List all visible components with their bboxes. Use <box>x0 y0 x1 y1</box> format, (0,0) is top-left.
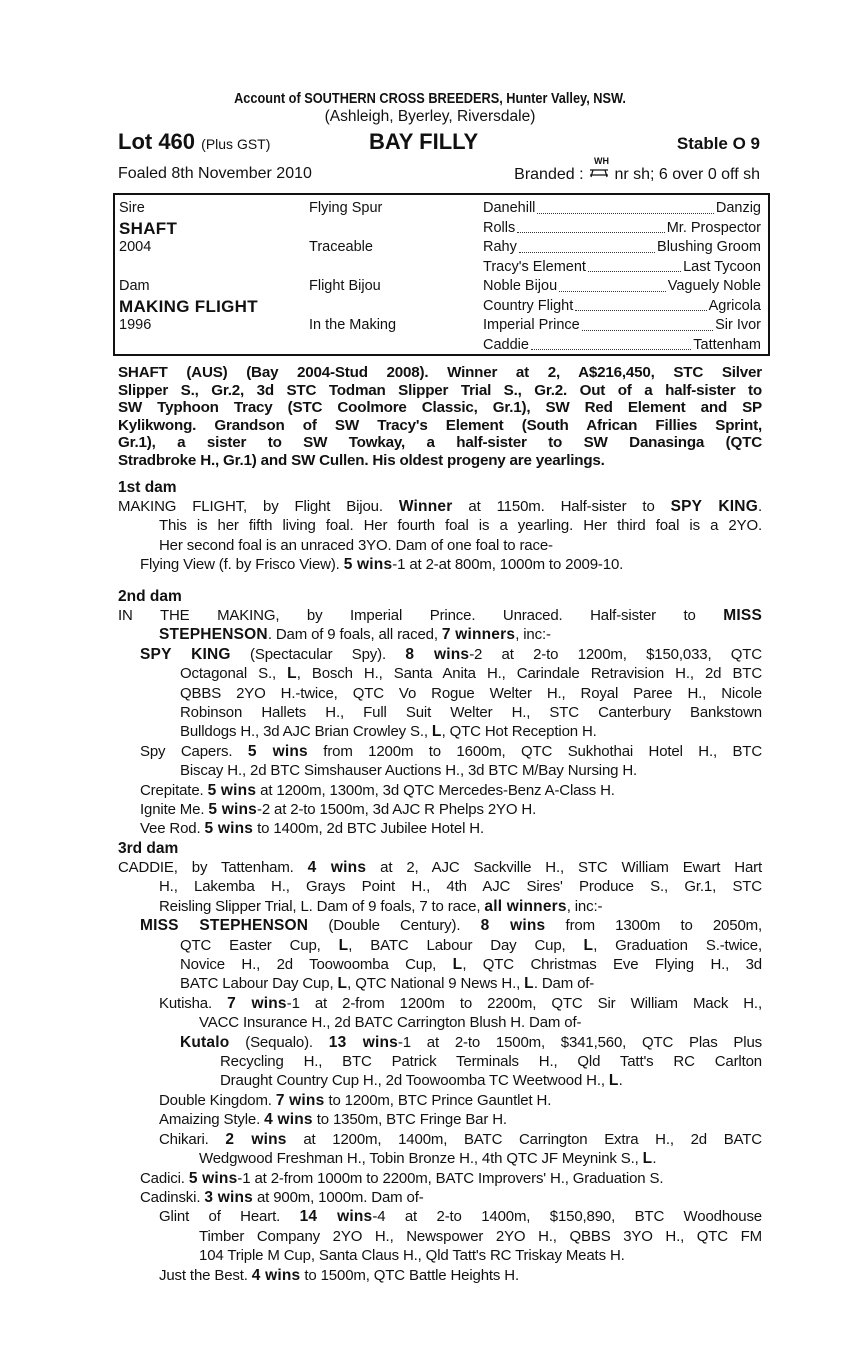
ancestor-sire: Blushing Groom <box>657 239 761 255</box>
text-run: , inc:- <box>515 626 551 644</box>
text-run: VACC Insurance H., 2d BATC Carrington Blush H. Dam of- <box>199 1014 582 1032</box>
text-run: 104 Triple M Cup, Santa Claus H., Qld Tatt's RC Triskay Meats H. <box>199 1247 625 1265</box>
text-run: -2 at 2-to 1500m, 3d AJC R Phelps 2YO H. <box>256 801 537 819</box>
entry-line <box>118 761 762 780</box>
dotted-leader <box>517 219 664 234</box>
entry-line <box>118 819 762 838</box>
text-run: QTC Easter Cup, <box>180 936 339 954</box>
text-run: to 1350m, BTC Fringe Bar H. <box>312 1111 507 1129</box>
text-run: QBBS 2YO H.-twice, QTC Vo Rogue Welter H., Royal Paree H., Nicole <box>180 684 762 702</box>
produce-entry <box>118 1110 762 1129</box>
pedigree-col1: 1996 <box>119 317 152 333</box>
dotted-leader <box>588 258 681 273</box>
entry-line <box>118 625 762 644</box>
text-run: Cadinski. <box>140 1188 205 1206</box>
text-run: Vee Rod. <box>140 820 205 838</box>
entry-line <box>118 1071 762 1090</box>
text-run: -1 at 2-at 800m, 1000m to 2009-10. <box>392 556 624 574</box>
text-run: Cadici. <box>140 1169 189 1187</box>
pedigree-col1: MAKING FLIGHT <box>119 296 258 316</box>
bold-text: 5 wins <box>343 556 393 574</box>
pedigree-col2: Flight Bijou <box>309 278 381 294</box>
entry-line <box>118 1188 762 1207</box>
pedigree-col3 <box>483 297 761 317</box>
text-run: Spy Capers. <box>140 742 248 760</box>
text-run: . <box>618 1072 623 1090</box>
pedigree-col2: Traceable <box>309 239 373 255</box>
bold-text: SPY KING <box>670 498 758 515</box>
pedigree-table <box>113 193 770 356</box>
produce-entry <box>118 819 762 838</box>
bold-text: STEPHENSON <box>159 626 268 644</box>
pedigree-col2: In the Making <box>309 317 397 333</box>
text-run: to 1400m, 2d BTC Jubilee Hotel H. <box>253 820 484 838</box>
text-run: from 1300m to 2050m, <box>545 917 763 935</box>
dam-section <box>118 840 762 1285</box>
pedigree-row <box>119 297 763 317</box>
bold-text: L <box>642 1150 653 1168</box>
text-run: Reisling Slipper Trial, L. Dam of 9 foals, 7 to race, <box>159 897 485 915</box>
ancestor-name: Imperial Prince <box>483 317 580 333</box>
entry-line <box>118 974 762 993</box>
pedigree-col3 <box>483 316 761 336</box>
text-run: Her second foal is an unraced 3YO. Dam of one foal to race- <box>159 536 553 554</box>
produce-entry <box>118 1130 762 1169</box>
text-run: This is her fifth living foal. Her fourth foal is a yearling. Her third foal is a 2YO. <box>159 517 762 535</box>
entry-line <box>118 1130 762 1149</box>
vendor-account: Account of SOUTHERN CROSS BREEDERS, Hunter Valley, NSW. <box>234 91 626 107</box>
ancestor-name: Rahy <box>483 239 517 255</box>
text-run: MAKING FLIGHT, by Flight Bijou. <box>118 498 399 515</box>
dotted-leader <box>559 277 666 292</box>
pedigree-col1: SHAFT <box>119 218 178 238</box>
bold-text: 7 wins <box>227 994 287 1012</box>
produce-entry <box>118 1207 762 1265</box>
pedigree-col3 <box>483 238 761 258</box>
entry-line <box>118 897 762 916</box>
bold-text: L <box>338 936 349 954</box>
produce-entry <box>118 1091 762 1110</box>
ancestor-sire: Agricola <box>708 297 761 314</box>
ancestor-sire: Tattenham <box>693 336 761 353</box>
text-run: Novice H., 2d Toowoomba Cup, <box>180 956 453 974</box>
bold-text: 5 wins <box>207 781 257 799</box>
text-run: at 900m, 1000m. Dam of- <box>252 1188 424 1206</box>
bold-text: 13 wins <box>328 1033 398 1051</box>
text-run: . <box>652 1150 657 1168</box>
entry-line <box>118 1169 762 1188</box>
pedigree-col1: Dam <box>119 278 150 294</box>
produce-entry <box>118 1033 762 1091</box>
bold-text: Kutalo <box>180 1033 230 1051</box>
text-run: Crepitate. <box>140 781 208 799</box>
produce-entry <box>118 645 762 742</box>
bold-text: L <box>452 956 463 974</box>
text-run: -1 at 2-to 1500m, $341,560, QTC Plas Plus <box>397 1033 762 1051</box>
entry-line <box>118 1091 762 1110</box>
branded-label: Branded : <box>514 166 584 183</box>
bold-text: SPY KING <box>140 645 231 663</box>
produce-entry <box>118 858 762 916</box>
bold-text: 5 wins <box>204 820 254 838</box>
bold-text: 5 wins <box>247 742 308 760</box>
bold-text: 4 wins <box>264 1111 313 1129</box>
text-run: (Spectacular Spy). <box>230 645 406 663</box>
text-run: BATC Labour Day Cup, <box>180 975 338 993</box>
entry-line <box>118 664 762 683</box>
text-run: at 1200m, 1300m, 3d QTC Mercedes-Benz A-Class H. <box>256 781 615 799</box>
text-run: CADDIE, by Tattenham. <box>118 859 308 876</box>
entry-line <box>118 742 762 761</box>
entry-line <box>118 1227 762 1246</box>
bold-text: Winner <box>398 498 453 515</box>
ancestor-sire: Sir Ivor <box>715 317 761 333</box>
dotted-leader <box>582 316 713 331</box>
text-run: -1 at 2-from 1200m to 2200m, QTC Sir William Mack H., <box>286 994 762 1012</box>
entry-line <box>118 1266 762 1285</box>
brand-info <box>514 156 760 184</box>
produce-entry <box>118 606 762 645</box>
text-run: . Dam of 9 foals, all raced, <box>267 626 442 644</box>
ancestor-name: Country Flight <box>483 297 574 314</box>
pedigree-col3 <box>483 258 761 278</box>
produce-entry <box>118 800 762 819</box>
entry-line <box>118 684 762 703</box>
entry-line <box>118 536 762 555</box>
produce-entry <box>118 742 762 781</box>
section-heading: 3rd dam <box>118 840 179 857</box>
bold-text: 4 wins <box>251 1266 301 1284</box>
text-run: . <box>757 498 762 515</box>
entry-line <box>118 516 762 535</box>
entry-line <box>118 1246 762 1265</box>
text-run: . Dam of- <box>533 975 595 993</box>
entry-line <box>118 645 762 664</box>
text-run: Chikari. <box>159 1130 226 1148</box>
ancestor-sire: Danzig <box>715 200 761 216</box>
bold-text: L <box>337 975 348 993</box>
bold-text: 2 wins <box>225 1130 287 1148</box>
bold-text: 5 wins <box>188 1169 238 1187</box>
pedigree-col3 <box>483 219 761 239</box>
stable-number: Stable O 9 <box>676 134 760 153</box>
sire-summary-line: Kylikwong. Grandson of SW Tracy's Element (South African Fillies Sprint, <box>118 416 762 434</box>
entry-line <box>118 703 762 722</box>
pedigree-row <box>119 277 763 297</box>
text-run: Wedgwood Freshman H., Tobin Bronze H., 4th QTC JF Meynink S., <box>199 1150 643 1168</box>
produce-entry <box>118 781 762 800</box>
lot-label: Lot 460 <box>118 129 196 154</box>
produce-entry <box>118 916 762 994</box>
pedigree-col3 <box>483 336 761 356</box>
bold-text: 5 wins <box>208 801 257 819</box>
text-run: , BATC Labour Day Cup, <box>348 936 584 954</box>
ancestor-name: Rolls <box>483 219 516 236</box>
text-run: Ignite Me. <box>140 801 209 819</box>
text-run: -1 at 2-from 1000m to 2200m, BATC Improvers' H., Graduation S. <box>237 1169 664 1187</box>
text-run: from 1200m to 1600m, QTC Sukhothai Hotel H., BTC <box>307 742 763 760</box>
text-run: H., Lakemba H., Grays Point H., 4th AJC Sires' Produce S., Gr.1, STC <box>159 878 762 896</box>
produce-entry <box>118 497 762 555</box>
produce-entry <box>118 1169 762 1188</box>
pedigree-col2: Flying Spur <box>309 200 383 216</box>
produce-entry <box>118 994 762 1033</box>
text-run: , Bosch H., Santa Anita H., Carindale Retravision H., 2d BTC <box>296 665 762 683</box>
pedigree-row <box>119 258 763 278</box>
text-run: IN THE MAKING, by Imperial Prince. Unraced. Half-sister to <box>118 607 724 624</box>
text-run: Biscay H., 2d BTC Simshauser Auctions H., 3d BTC M/Bay Nursing H. <box>180 762 638 780</box>
text-run: -4 at 2-to 1400m, $150,890, BTC Woodhouse <box>372 1208 762 1226</box>
text-run: Glint of Heart. <box>159 1208 300 1226</box>
sire-summary-line: SHAFT (AUS) (Bay 2004-Stud 2008). Winner at 2, A$216,450, STC Silver <box>118 364 762 381</box>
text-run: to 1200m, BTC Prince Gauntlet H. <box>324 1091 552 1109</box>
text-run: Recycling H., BTC Patrick Terminals H., Qld Tatt's RC Carlton <box>220 1053 762 1071</box>
bold-text: 7 wins <box>275 1091 325 1109</box>
ancestor-sire: Mr. Prospector <box>666 219 761 236</box>
bold-text: 4 wins <box>307 859 367 876</box>
dotted-leader <box>537 199 713 214</box>
entry-line <box>118 936 762 955</box>
text-run: , inc:- <box>566 897 603 915</box>
sire-summary-line: SW Typhoon Tracy (STC Coolmore Classic, Gr.1), SW Red Element and SP <box>118 399 762 417</box>
lot-number <box>118 129 270 155</box>
entry-line <box>118 1207 762 1226</box>
text-run: , QTC Hot Reception H. <box>441 723 597 741</box>
text-run: to 1500m, QTC Battle Heights H. <box>300 1266 520 1284</box>
entry-line <box>118 1110 762 1129</box>
text-run: Octagonal S., <box>180 665 288 683</box>
bold-text: L <box>524 975 534 993</box>
ancestor-sire: Vaguely Noble <box>667 278 761 294</box>
bold-text: L <box>431 723 442 741</box>
bold-text: L <box>608 1072 619 1090</box>
bold-text: 8 wins <box>480 917 546 935</box>
ancestor-sire: Last Tycoon <box>683 258 761 275</box>
pedigree-col1: Sire <box>119 200 145 216</box>
produce-entry <box>118 1188 762 1207</box>
dotted-leader <box>575 297 706 312</box>
text-run: Amaizing Style. <box>159 1111 265 1129</box>
text-run: -2 at 2-to 1200m, $150,033, QTC <box>469 645 762 663</box>
ancestor-name: Tracy's Element <box>483 258 586 275</box>
sire-summary <box>118 364 762 470</box>
bold-text: L <box>287 665 297 683</box>
bold-text: 14 wins <box>299 1208 373 1226</box>
text-run: Flying View (f. by Frisco View). <box>140 556 344 574</box>
pedigree-col3 <box>483 199 761 219</box>
text-run: Just the Best. <box>159 1266 252 1284</box>
text-run: Bulldogs H., 3d AJC Brian Crowley S., <box>180 723 432 741</box>
text-run: (Sequalo). <box>229 1033 329 1051</box>
entry-line <box>118 858 762 877</box>
section-heading: 1st dam <box>118 479 177 496</box>
entry-line <box>118 722 762 741</box>
foaled-date: Foaled 8th November 2010 <box>118 165 312 182</box>
gst-note: (Plus GST) <box>201 136 271 152</box>
entry-line <box>118 606 762 625</box>
pedigree-col3 <box>483 277 761 297</box>
dotted-leader <box>519 238 655 253</box>
entry-line <box>118 877 762 896</box>
produce-entry <box>118 1266 762 1285</box>
pedigree-col1: 2004 <box>119 239 152 255</box>
bold-text: all winners <box>484 897 567 915</box>
bold-text: L <box>583 936 594 954</box>
vendor-studs: (Ashleigh, Byerley, Riversdale) <box>324 108 536 125</box>
entry-line <box>118 1149 762 1168</box>
sire-summary-line: Stradbroke H., Gr.1) and SW Cullen. His oldest progeny are yearlings. <box>118 451 605 469</box>
sire-summary-line: Slipper S., Gr.2, 3d STC Todman Slipper Trial S., Gr.2. Out of a half-sister to <box>118 381 762 399</box>
colour-sex: BAY FILLY <box>369 129 479 154</box>
entry-line <box>118 497 762 516</box>
pedigree-row <box>119 238 763 258</box>
text-run: , Graduation S.-twice, <box>593 936 762 954</box>
text-run: at 1150m. Half-sister to <box>452 498 671 515</box>
brand-mark-text: WH <box>593 156 609 166</box>
bold-text: 7 winners <box>441 626 516 644</box>
entry-line <box>118 955 762 974</box>
entry-line <box>118 800 762 819</box>
bold-text: 8 wins <box>405 645 470 663</box>
branded-text: nr sh; 6 over 0 off sh <box>614 166 760 183</box>
dotted-leader <box>531 336 691 351</box>
pedigree-row <box>119 199 763 219</box>
text-run: Timber Company 2YO H., Newspower 2YO H., QBBS 3YO H., QTC FM <box>199 1227 762 1245</box>
dam-section <box>118 479 762 575</box>
text-run: at 1200m, 1400m, BATC Carrington Extra H., 2d BATC <box>286 1130 762 1148</box>
entry-line <box>118 916 762 935</box>
ancestor-name: Noble Bijou <box>483 278 558 294</box>
pedigree-row <box>119 316 763 336</box>
text-run: (Double Century). <box>308 917 481 935</box>
text-run: Kutisha. <box>159 994 228 1012</box>
dam-section <box>118 588 762 839</box>
entry-line <box>118 994 762 1013</box>
text-run: Double Kingdom. <box>159 1091 276 1109</box>
pedigree-row <box>119 219 763 239</box>
pedigree-row <box>119 336 763 356</box>
entry-line <box>118 1052 762 1071</box>
bold-text: MISS <box>723 607 762 624</box>
entry-line <box>118 1013 762 1032</box>
brand-mark-icon <box>588 156 610 181</box>
text-run: Draught Country Cup H., 2d Toowoomba TC Weetwood H., <box>220 1072 609 1090</box>
text-run: Robinson Hallets H., Full Suit Welter H., STC Canterbury Bankstown <box>180 704 762 722</box>
entry-line <box>118 781 762 800</box>
text-run: at 2, AJC Sackville H., STC William Ewart Hart <box>366 859 763 876</box>
bold-text: 3 wins <box>204 1188 253 1206</box>
entry-line <box>118 555 762 574</box>
produce-entry <box>118 555 762 574</box>
entry-line <box>118 1033 762 1052</box>
section-heading: 2nd dam <box>118 588 182 605</box>
bold-text: MISS STEPHENSON <box>140 917 309 935</box>
text-run: , QTC National 9 News H., <box>347 975 525 993</box>
sire-summary-line: Gr.1), a sister to SW Towkay, a half-sister to SW Danasinga (QTC <box>118 434 762 452</box>
text-run: , QTC Christmas Eve Flying H., 3d <box>462 956 762 974</box>
ancestor-name: Caddie <box>483 336 529 353</box>
ancestor-name: Danehill <box>483 200 536 216</box>
